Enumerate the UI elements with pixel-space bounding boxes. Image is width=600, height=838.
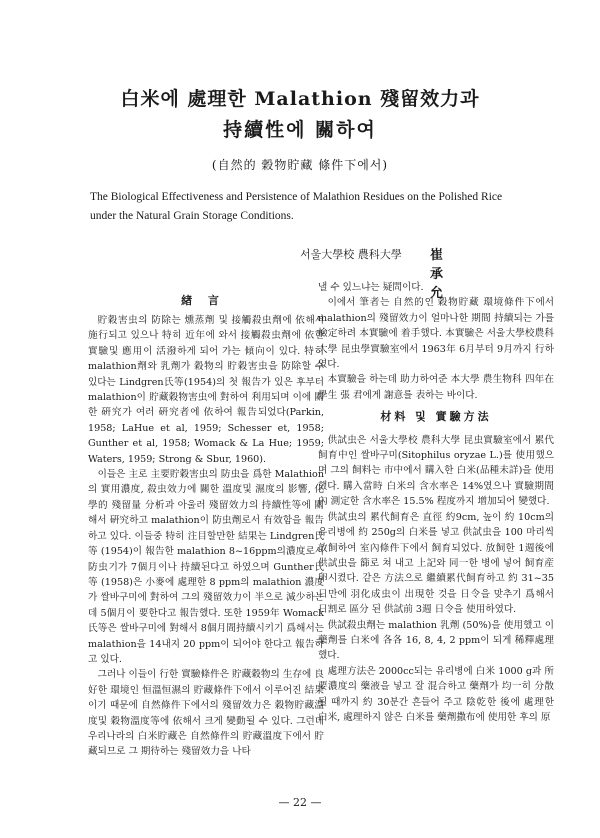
right-paragraph-1: 낼 수 있느냐는 疑問이다. — [318, 282, 424, 293]
method-paragraph-4: 處理方法은 2000cc되는 유리병에 白米 1000 g과 所要濃度의 藥液을 넣고 잘 混合하고 藥劑가 均一히 分散될 때까지 約 30분간 흔들어 주고 陰乾한 後에 處理한 白米, 處理하지 않은 白米를 藥劑撒布에 使用한 후의 原 — [318, 665, 554, 723]
author-affiliation: 서울大學校 農科大學 — [300, 248, 402, 261]
intro-paragraph-2: 이들은 主로 主要貯穀害虫의 防虫을 爲한 Malathion의 實用濃度, 殺虫效力에 關한 溫度및 濕度의 影響, 化學的 殘留量 分析과 아울러 殘留效力의 持續性等에 關해서 硏究하고 malathion이 防虫劑로서 有效함을 報告하고 있다. 이들중 特히 注目할만한 結果는 Lindgren氏等 (1954)이 報告한 malathion 8~16ppm의濃度로서 防虫기가 7個月이나 持續된다고 하였으며 Gunther氏等 (1958)은 小麥에 處理한 8 ppm의 malathion 濃度가 쌀바구미에 對하여 그의 殘留效力이 半으로 減少하는데 5個月이 要한다고 報告했다. 또한 1959年 Womack氏等은 쌀바구미에 對해서 8個月間持續시키기 爲해서는 malathion을 14내지 20 ppm이 되어야 한다고 報告하고 있다. — [88, 469, 324, 665]
right-column — [318, 280, 554, 725]
method-paragraph-2: 供試虫의 累代飼育은 直徑 約9cm, 높이 約 10cm의 유리병에 約 250g의 白米를 넣고 供試虫을 100 마리씩 放飼하여 室內條件下에서 飼育되었다. 放飼한 1週後에 供試虫을 篩로 쳐 내고 上記와 同一한 병에 넣어 飼育産卵시켰다. 같은 方法으로 繼續累代飼育하고 約 31~35日만에 羽化成虫이 出現한 것을 日令을 맞추기 爲해서 日割로 區分 된 供試前 3週 日令을 使用하였다. — [318, 511, 554, 616]
intro-paragraph-3: 그러나 이들이 行한 實驗條件은 貯藏穀物의 生存에 良好한 環境인 恒溫恒濕의 貯藏條件下에서 이루어진 結果이기 때문에 自然條件下에서의 殘留效力은 穀物貯藏溫度및 穀物溫度等에 依해서 크게 變動될 수 있다. 그런데 우리나라의 白米貯藏은 自然條件의 貯藏溫度下에서 貯藏되므로 그 期待하는 殘留效力을 나타 — [88, 669, 324, 758]
title-line-1: 白米에 處理한 Malathion 殘留效力과 — [120, 88, 480, 110]
page-number: — 22 — — [278, 796, 322, 809]
author-name: 崔 承 允 — [430, 248, 492, 301]
subtitle: (自然的 穀物貯藏 條件下에서) — [211, 158, 389, 172]
right-paragraph-3: 本實驗을 하는데 助力하여준 本大學 農生物科 四年在學生 張 君에게 謝意를 表하는 바이다. — [318, 374, 554, 401]
section-heading-introduction: 緖 言 — [181, 294, 225, 307]
left-column-heading-wrap — [88, 292, 318, 314]
section-heading-methods: 材料 및 實驗方法 — [380, 410, 492, 424]
title-line-2: 持續性에 關하여 — [223, 119, 377, 141]
method-paragraph-3: 供試殺虫劑는 malathion 乳劑 (50%)을 使用했고 이 藥劑를 白米에 各各 16, 8, 4, 2 ppm이 되게 稀釋處理했다. — [318, 619, 554, 662]
intro-paragraph-1: 貯穀害虫의 防除는 燻蒸劑 및 接觸殺虫劑에 依해서 施行되고 있으나 特히 近年에 와서 接觸殺虫劑에 依한 實驗및 應用이 活潑하게 되어 가는 傾向이 있다. 特히 malathion劑와 乳劑가 穀物의 貯穀害虫을 防除할 수 있다는 Lindgren氏等(1954)의 첫 報告가 있은 후부터 malathion이 貯藏穀物害虫에 對하여 利用되며 이에 關한 硏究가 여러 硏究者에 依하여 報告되었다(Parkin, 1958; LaHue et al, 1959; Schesser et, 1958; Gunther et al, 1958; Womack & La Hue; 1959; Waters, 1959; Strong & Sbur, 1960). — [88, 315, 324, 465]
method-paragraph-1: 供試虫은 서울大學校 農科大學 昆虫實驗室에서 累代飼育中인 쌀바구미(Sitophilus oryzae L.)를 使用했으며 그의 飼料는 市中에서 購入한 白米(品種未詳)을 使用했다. 購入當時 白米의 含水率은 14%였으나 實驗期間內 測定한 含水率은 15.5% 程度까지 增加되어 變했다. — [318, 434, 554, 508]
left-column — [88, 313, 324, 760]
right-paragraph-2: 이에서 筆者는 自然的인 穀物貯藏 環境條件下에서 malathion의 殘留效力이 얼마나한 期間 持續되는 가를 檢定하려 本實驗에 着手했다. 本實驗은 서울大學校農科大學 昆虫學實驗室에서 1963年 6月부터 9月까지 行하였다. — [318, 297, 554, 371]
english-title: The Biological Effectiveness and Persistence of Malathion Residues on the Polished Rice under the Natural Grain Storage Conditions. — [90, 191, 503, 222]
